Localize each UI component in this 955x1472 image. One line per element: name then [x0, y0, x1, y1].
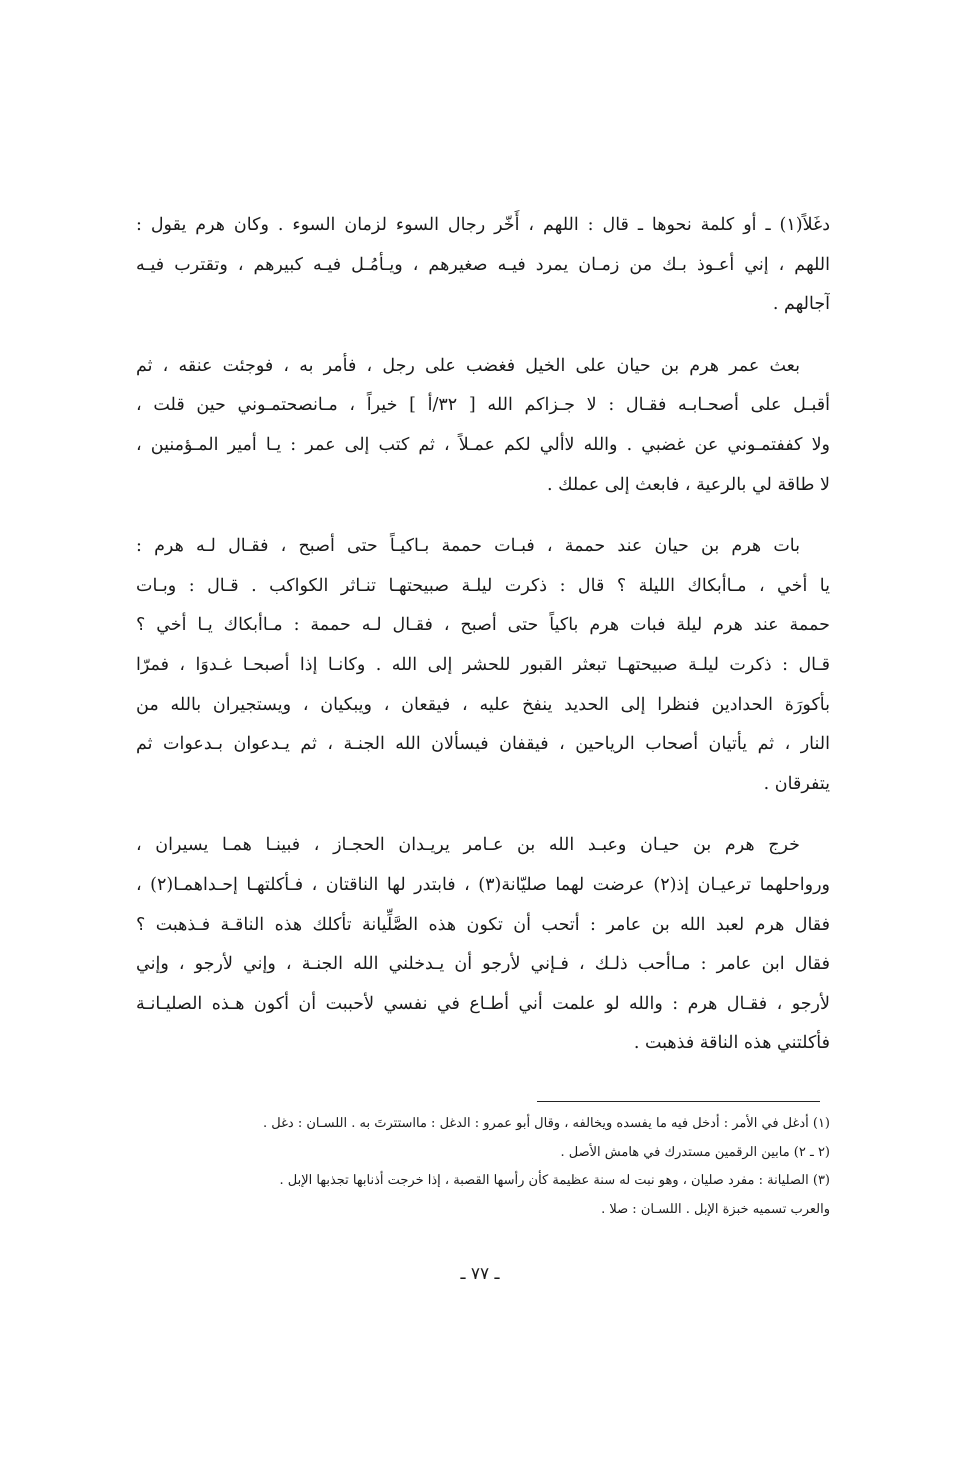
- text-line: النار ، ثم يأتيان أصحاب الرياحين ، فيقفان فيسألان الله الجنـة ، ثم يـدعوان بـدعوات ثم: [136, 734, 830, 755]
- paragraph-1: [136, 206, 830, 325]
- text-line: حممة عند هرم ليلة فبات هرم باكياً حتى أصبح ، فقـال لـه حممة : مـاأبكاك يـا أخي ؟: [136, 615, 830, 636]
- footnote-3: (٣) الصليانة : مفرد صليان ، وهو نبت له سنة عظيمة كأن رأسها القصبة ، إذا خرجت أذنابها تجذبها الإبل .: [279, 1173, 830, 1188]
- text-line: فأكلتني هذه الناقة فذهبت .: [633, 1033, 830, 1054]
- text-line: آجالهم .: [772, 294, 830, 315]
- text-line: بأكورَة الحدادين فنظرا إلى الحديد ينفخ عليه ، فيقعان ، ويبكيان ، ويستجيران بالله من: [136, 694, 830, 715]
- main-text: [136, 206, 830, 1086]
- text-line: خرج هرم بن حيـان وعبـد الله بن عـامر يريـدان الحجـاز ، فبينـا همـا يسيران ،: [136, 835, 800, 856]
- text-line: فقال ابن عامر : مـاأحب ذلـك ، فـإني لأرجو أن يـدخلني الله الجنـة ، وإني لأرجو ، وإني: [136, 954, 830, 975]
- text-line: اللهم ، إني أعـوذ بـك من زمـان يمرد فيـه صغيرهم ، ويـأمُـل فيـه كبيرهم ، وتقترب فيـه: [136, 254, 830, 275]
- text-line: قـال : ذكرت ليلـة صبيحتهـا تبعثر القبور للحشر إلى الله . وكانـا إذا أصبحـا غـدوَا ، فمرّا: [136, 654, 830, 675]
- text-line: بات هرم بن حيان عند حممة ، فبـات حممة بـاكيـاً حتى أصبح ، فقـال لـه هرم :: [136, 536, 800, 557]
- text-line: فقال هرم لعبد الله بن عامر : أتحب أن تكون هذه الصَّلِّيانة تأكلك هذه الناقـة فـذهبت ؟: [136, 914, 830, 935]
- footnote-1: (١) أدغل في الأمر : أدخل فيه ما يفسده ويخالفه ، وقال أبو عمرو : الدغل : مااستترتَ به . اللسـان : دغل .: [262, 1116, 830, 1131]
- text-line: بعث عمر هرم بن حيان على الخيل فغضب على رجل ، فأمر به ، فوجئت عنقه ، ثم: [136, 355, 800, 376]
- text-line: لأرجو ، فقـال هرم : والله لو علمت أني أطـاع في نفسي لأحببت أن أكون هـذه الصليـانـة: [136, 993, 830, 1014]
- paragraph-3: [136, 527, 830, 804]
- text-line: ولا كففتمـوني عن غضبي . والله لاألي لكم عمـلاً ، ثم كتب إلى عمر : يـا أمير المـؤمنين ،: [136, 434, 830, 455]
- page-number: ـ ٧٧ ـ: [460, 1264, 500, 1284]
- footnote-divider: [537, 1101, 820, 1102]
- paragraph-4: [136, 826, 830, 1064]
- text-line: لا طاقة لي بالرعية ، فابعث إلى عملك .: [547, 474, 830, 495]
- text-line: يتفرقان .: [763, 773, 830, 794]
- text-line: ورواحلهما ترعيـان إذ(٢) عرضت لهما صليّانة(٣) ، فابتدر لها الناقتان ، فـأكلتهـا إحـداهمـا(٢) ،: [136, 874, 830, 895]
- footnote-3-continued: والعرب تسميه خبزة الإبل . اللسـان : صلا .: [601, 1201, 830, 1217]
- paragraph-2: [136, 347, 830, 505]
- text-line: دغَلاً(١) ـ أو كلمة نحوها ـ قال : اللهم ، أَخّر رجال السوء لزمان السوء . وكان هرم يقول :: [136, 215, 830, 235]
- footnote-2: (٢ ـ ٢) مابين الرقمين مستدرك في هامش الأصل .: [560, 1144, 830, 1160]
- footnotes: [136, 1110, 830, 1224]
- text-line: يا أخي ، مـاأبكاك الليلة ؟ قال : ذكرت ليلـة صبيحتهـا تنـاثر الكواكب . قـال : وبـات: [136, 575, 830, 596]
- text-line: أقبـل على أصحـابـه فقـال : لا جـزاكم الله [ ٣٢/أ ] خيراً ، مـانصحتمـوني حين قلت ،: [136, 395, 830, 416]
